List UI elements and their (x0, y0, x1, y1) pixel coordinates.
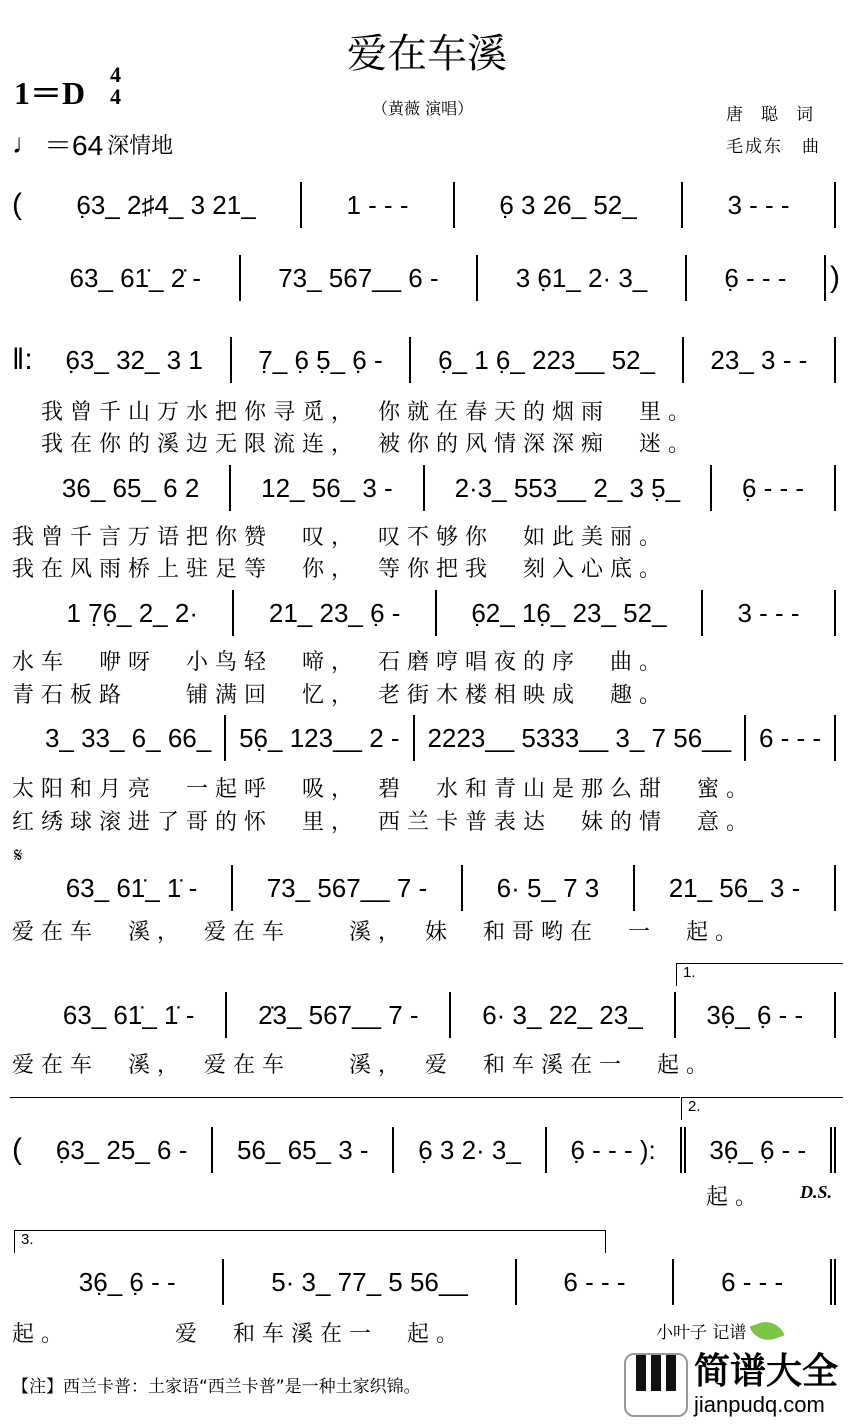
measure-notes: 6̣2_ 16̣_ 23_ 52_ (471, 598, 667, 628)
footnote: 【注】西兰卡普：土家语“西兰卡普”是一种土家织锦。 (12, 1377, 421, 1397)
measure-notes: 2̇3_ 567__ 7 - (258, 1000, 419, 1030)
volta-1-label: 1. (683, 964, 696, 981)
measure (703, 590, 836, 636)
staff-row (10, 713, 840, 763)
measure (635, 865, 836, 911)
measure-notes: 3_ 33_ 6_ 66_ (44, 723, 212, 753)
site-logo[interactable] (624, 1352, 838, 1418)
staff-row (10, 588, 840, 638)
measure-notes: 63_ 61̇_ 1̇ - (62, 1000, 195, 1030)
scribe-text: 小叶子 记谱 (656, 1323, 747, 1343)
measure-notes: 3 6̣1_ 2· 3_ (515, 263, 648, 293)
lyric-line: 我在你的溪边无限流连， 被你的风情深深痴 迷。 (12, 432, 698, 457)
measure-notes: 36̣_ 6̣ - - (78, 1267, 176, 1297)
measure (684, 337, 836, 383)
measure-notes: 73_ 567__ 6 - (278, 263, 439, 293)
measure (686, 1127, 836, 1173)
lyric-line: 红绣球滚进了哥的怀 里， 西兰卡普表达 妹的情 意。 (12, 810, 756, 835)
measure-notes: 6̣_ 1 6̣_ 223__ 52_ (438, 345, 655, 375)
measure-notes: 5· 3_ 77_ 5 56__ (271, 1267, 468, 1297)
staff-row (10, 863, 840, 913)
measure (746, 715, 836, 761)
volta-3 (14, 1230, 606, 1253)
measure-notes: 73_ 567__ 7 - (266, 873, 428, 903)
row-suffix: ) (830, 261, 841, 294)
lyric-line: 起。 (706, 1185, 765, 1210)
measure (455, 182, 683, 228)
row-prefix: ‖: (12, 343, 33, 376)
measure-notes: 6̣3_ 25_ 6 - (55, 1135, 188, 1165)
row-prefix: ( (12, 1133, 22, 1166)
volta-2-label: 2. (688, 1098, 701, 1115)
lyric-line: 我在风雨桥上驻足等 你， 等你把我 刻入心底。 (12, 557, 669, 582)
scribe-credit (656, 1318, 782, 1343)
lyric-line: 水车 咿呀 小鸟轻 啼， 石磨哼唱夜的序 曲。 (12, 650, 669, 675)
measure (302, 182, 455, 228)
measure-notes: 6 - - - (758, 723, 822, 753)
measure (687, 255, 826, 301)
measure-notes: 6· 5_ 7 3 (496, 873, 600, 903)
measure (394, 1127, 546, 1173)
measure (683, 182, 836, 228)
measure-notes: 2·3_ 553__ 2_ 3 5̣_ (454, 473, 681, 503)
measure-notes: 6̣3_ 2♯4_ 3 21_ (76, 190, 256, 220)
time-bottom: 4 (110, 84, 121, 109)
measure-notes: 21_ 56_ 3 - (668, 873, 801, 903)
volta-2 (681, 1097, 843, 1120)
measure (32, 465, 231, 511)
lyric-line: 我曾千言万语把你赞 叹， 叹不够你 如此美丽。 (12, 525, 669, 550)
tempo-marking (12, 124, 173, 164)
measure (674, 1259, 836, 1305)
measure-notes: 21_ 23_ 6̣ - (268, 598, 401, 628)
staff-row (10, 1257, 840, 1307)
measure-notes: 2223__ 5333__ 3_ 7 56__ (427, 723, 732, 753)
measure-notes: 6 - - - (563, 1267, 626, 1297)
measure (517, 1259, 675, 1305)
staff-row (10, 990, 840, 1040)
measure-notes: 6 - - - (721, 1267, 784, 1297)
measure-notes: 6̣3_ 32_ 3 1 (65, 345, 203, 375)
measure-notes: 6̣ 3 26_ 52_ (499, 190, 637, 220)
measure (676, 992, 837, 1038)
measure (547, 1127, 686, 1173)
measure (463, 865, 635, 911)
measure (437, 590, 703, 636)
staff-row (10, 180, 840, 230)
measure-notes: 3 - - - (727, 190, 790, 220)
measure (451, 992, 675, 1038)
lyricist-credit: 唐聪词 (726, 105, 831, 125)
composer-credit: 毛成东 曲 (726, 137, 821, 157)
staff-row (10, 335, 840, 385)
key-signature: 1＝D (14, 75, 86, 111)
measure (32, 1259, 224, 1305)
song-title: 爱在车溪 (347, 31, 507, 77)
measure (712, 465, 836, 511)
measure-notes: 56_ 65_ 3 - (237, 1135, 369, 1165)
measure-notes: 6̣ 3 2· 3_ (418, 1135, 521, 1165)
measure-notes: 6̣ - - - (741, 473, 805, 503)
measure (32, 590, 234, 636)
measure (32, 182, 302, 228)
leaf-icon (750, 1316, 785, 1345)
measure-notes: 12_ 56_ 3 - (261, 473, 393, 503)
measure-notes: 23_ 3 - - (710, 345, 808, 375)
measure (32, 255, 241, 301)
logo-url: jianpudq.com (694, 1392, 825, 1417)
measure-notes: 3 - - - (737, 598, 800, 628)
measure (226, 715, 414, 761)
staff-row (10, 1125, 840, 1175)
repeat-bracket-line (10, 1097, 680, 1114)
segno-sign: 𝄋 (14, 845, 23, 867)
measure (32, 865, 233, 911)
measure-notes: 36̣_ 6̣ - - (706, 1000, 804, 1030)
measure (241, 255, 479, 301)
measure (234, 590, 436, 636)
measure-notes: 63_ 61̇_ 2̇ - (69, 263, 202, 293)
singer-credit: （黄薇 演唱） (372, 99, 474, 118)
measure (478, 255, 687, 301)
logo-title: 简谱大全 (694, 1351, 839, 1392)
measure-notes: 1 7̣6̣_ 2_ 2· (66, 598, 198, 628)
measure-notes: 6̣ - - - ): (570, 1135, 656, 1165)
quarter-note-icon: ♩ (12, 128, 40, 159)
measure (411, 337, 683, 383)
measure (39, 337, 232, 383)
measure (213, 1127, 394, 1173)
measure-notes: 6· 3_ 22_ 23_ (482, 1000, 643, 1030)
measure (231, 465, 424, 511)
lyric-line: 青石板路 铺满回 忆， 老街木楼相映成 趣。 (12, 683, 669, 708)
tempo-value: ＝64 (44, 130, 104, 161)
measure (425, 465, 712, 511)
staff-row (10, 253, 840, 303)
dal-segno-mark: D.S. (800, 1182, 833, 1202)
row-prefix: ( (12, 188, 22, 221)
lyric-line: 爱在车 溪， 爱在车 溪， 爱 和车溪在一 起。 (12, 1053, 716, 1078)
measure-notes: 6̣ - - - (724, 263, 787, 293)
volta-1 (676, 963, 843, 986)
measure-notes: 36̣_ 6̣ - - (709, 1135, 807, 1165)
measure (32, 715, 226, 761)
measure-notes: 56̣_ 123__ 2 - (239, 723, 400, 753)
staff-row (10, 463, 840, 513)
lyric-line: 我曾千山万水把你寻觅， 你就在春天的烟雨 里。 (12, 400, 698, 425)
piano-keys-icon (624, 1353, 688, 1417)
measure-notes: 63_ 61̇_ 1̇ - (65, 873, 198, 903)
lyric-line: 爱在车 溪， 爱在车 溪， 妹 和哥哟在 一 起。 (12, 920, 745, 945)
measure (32, 1127, 213, 1173)
measure (224, 1259, 516, 1305)
volta-3-label: 3. (21, 1231, 34, 1248)
lyric-line: 太阳和月亮 一起呼 吸， 碧 水和青山是那么甜 蜜。 (12, 777, 756, 802)
measure (227, 992, 451, 1038)
lyric-line: 起。 爱 和车溪在一 起。 (12, 1322, 466, 1347)
measure-notes: 1 - - - (346, 190, 409, 220)
measure (232, 337, 412, 383)
measure (32, 992, 227, 1038)
measure (415, 715, 747, 761)
time-top: 4 (110, 62, 121, 87)
expression-mark: 深情地 (107, 133, 174, 159)
measure-notes: 36_ 65_ 6 2 (61, 473, 200, 503)
time-signature (110, 64, 121, 108)
measure (233, 865, 463, 911)
measure-notes: 7̣_ 6̣ 5̣_ 6̣ - (258, 345, 383, 375)
